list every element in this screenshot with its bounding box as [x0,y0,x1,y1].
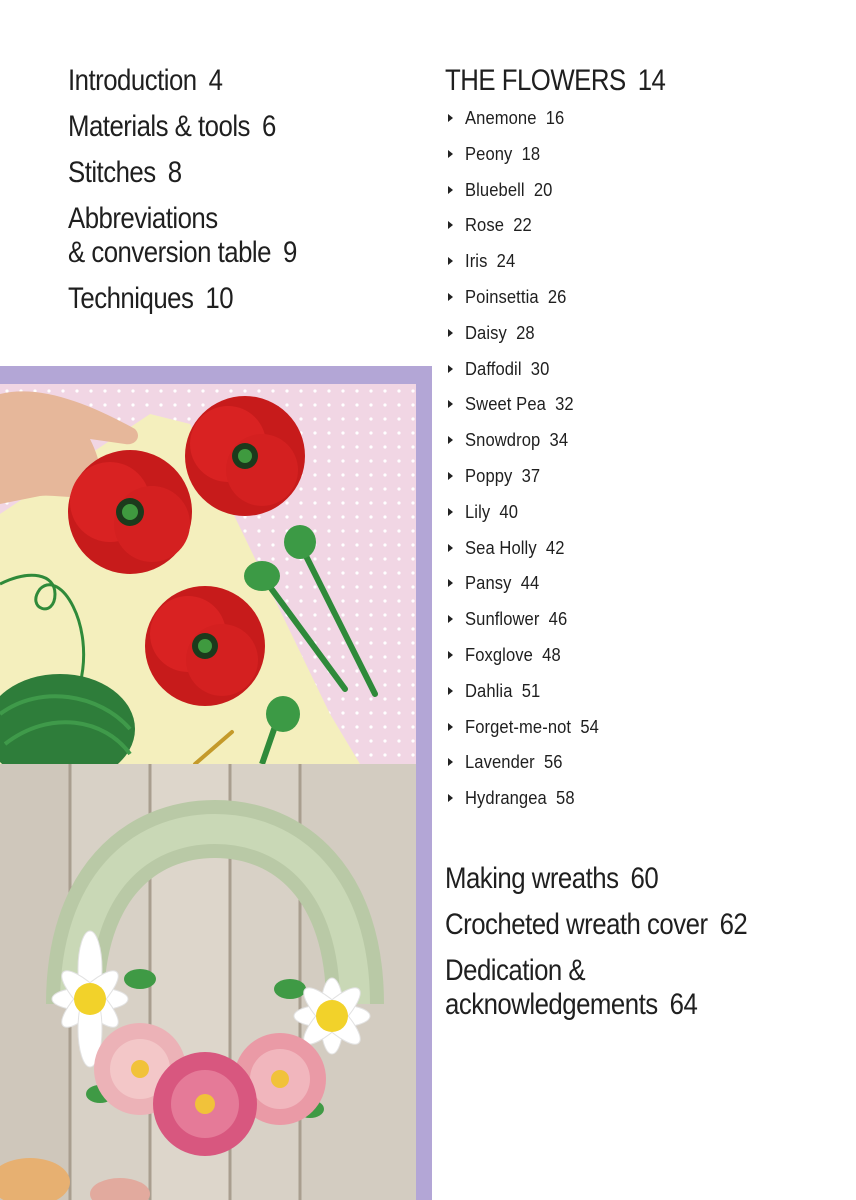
flower-list-item[interactable] [445,788,845,824]
poppy-flower-3 [145,586,265,706]
flower-page-number: 22 [513,215,532,236]
flower-page-number: 26 [547,286,567,307]
flower-name: Pansy [465,573,512,594]
flower-name-with-page [465,108,564,128]
flower-name: Dahlia [465,680,513,701]
flower-name-with-page [465,430,568,450]
flower-name-with-page [465,717,599,737]
section-page-number: 14 [637,64,666,97]
flower-name: Anemone [465,108,537,128]
toc-entry-materials[interactable] [68,110,378,144]
flower-name: Lily [465,501,491,522]
flower-page-number: 37 [521,465,541,486]
flower-list-item[interactable] [445,717,845,753]
flower-name: Rose [465,215,505,236]
flower-name-with-page [465,538,565,558]
flower-list-item[interactable] [445,251,845,287]
flower-name: Sea Holly [465,537,537,558]
flower-name: Peony [465,143,513,164]
toc-title-line2-wrap [445,988,789,1022]
flower-name: Forget-me-not [465,716,572,737]
bullet-triangle-icon [448,544,453,552]
toc-title: Introduction [68,64,197,97]
flower-name: Sunflower [465,609,540,630]
flower-name-with-page [465,323,535,343]
bullet-triangle-icon [448,615,453,623]
flower-name: Lavender [465,752,535,773]
bullet-triangle-icon [448,472,453,480]
flower-pattern-list [445,108,845,824]
bullet-triangle-icon [448,508,453,516]
bullet-triangle-icon [448,794,453,802]
flower-page-number: 18 [521,143,541,164]
flower-page-number: 44 [520,573,540,594]
flower-list-item[interactable] [445,180,845,216]
toc-title-line1: Abbreviations [68,202,218,235]
toc-entry-abbreviations[interactable] [68,202,378,270]
toc-title: Materials & tools [68,110,250,143]
crocheted-flower-wreath-photo [0,764,416,1200]
flower-name: Poinsettia [465,286,539,307]
flower-page-number: 42 [545,537,565,558]
toc-page-number: 4 [208,64,223,97]
flower-name: Daisy [465,322,507,343]
main-contents-list [68,64,428,328]
flower-name-with-page [465,645,561,665]
toc-page-number: 9 [283,236,297,269]
flower-page-number: 16 [545,108,565,128]
flower-name: Bluebell [465,179,525,200]
flower-name: Daffodil [465,358,522,379]
flower-page-number: 48 [542,644,561,665]
flower-name: Hydrangea [465,788,547,809]
closing-contents-list [445,862,845,1034]
bullet-triangle-icon [448,221,453,229]
bullet-triangle-icon [448,150,453,158]
flower-page-number: 58 [556,788,575,809]
wreath-illustration [0,764,416,1200]
flower-name-with-page [465,359,549,379]
toc-title: Techniques [68,282,194,315]
flower-list-item[interactable] [445,359,845,395]
flower-list-item[interactable] [445,394,845,430]
bullet-triangle-icon [448,758,453,766]
toc-page-number: 8 [167,156,182,189]
flower-list-item[interactable] [445,287,845,323]
flower-name-with-page [465,502,518,522]
toc-page-number: 64 [669,988,698,1021]
toc-entry-techniques[interactable] [68,282,378,316]
flower-name-with-page [465,609,567,629]
flower-name-with-page [465,287,566,307]
toc-title-line2-wrap [68,236,378,270]
flower-name-with-page [465,466,540,486]
flower-name-with-page [465,251,515,271]
flower-name-with-page [465,573,539,593]
bullet-triangle-icon [448,400,453,408]
flower-name-with-page [465,752,563,772]
flower-page-number: 20 [533,179,553,200]
toc-entry-dedication[interactable] [445,954,789,1022]
flower-name-with-page [465,180,552,200]
bullet-triangle-icon [448,114,453,122]
bullet-triangle-icon [448,723,453,731]
bullet-triangle-icon [448,651,453,659]
flower-page-number: 28 [516,322,535,343]
toc-title: Making wreaths [445,862,619,895]
flower-list-item[interactable] [445,645,845,681]
toc-entry-introduction[interactable] [68,64,378,98]
toc-page-number: 6 [261,110,276,143]
flower-name: Poppy [465,465,513,486]
toc-entry-stitches[interactable] [68,156,378,190]
flower-list-item[interactable] [445,573,845,609]
bullet-triangle-icon [448,186,453,194]
flower-page-number: 24 [496,251,516,272]
flower-name: Snowdrop [465,430,541,451]
bullet-triangle-icon [448,365,453,373]
toc-title-line2: & conversion table [68,236,271,269]
flower-page-number: 46 [548,609,568,630]
flower-page-number: 51 [521,680,541,701]
toc-page-number: 60 [630,862,659,895]
flower-name-with-page [465,788,575,808]
bullet-triangle-icon [448,436,453,444]
toc-title-line2: acknowledgements [445,988,658,1021]
flowers-section-heading[interactable] [445,64,789,98]
flowers-contents [445,64,845,824]
flower-list-item[interactable] [445,215,845,251]
bullet-triangle-icon [448,257,453,265]
flower-list-item[interactable] [445,430,845,466]
toc-page-number: 10 [205,282,234,315]
flower-page-number: 30 [530,358,550,379]
flower-page-number: 56 [543,752,563,773]
toc-entry-wreath-cover[interactable] [445,908,789,942]
flower-list-item[interactable] [445,466,845,502]
flower-page-number: 34 [549,430,569,451]
flower-list-item[interactable] [445,609,845,645]
flower-list-item[interactable] [445,144,845,180]
crocheted-poppies-photo [0,384,416,764]
poppy-flower-1 [68,450,192,574]
flower-list-item[interactable] [445,502,845,538]
flower-page-number: 40 [499,501,519,522]
section-title: THE FLOWERS [445,64,626,97]
bullet-triangle-icon [448,579,453,587]
toc-page-number: 62 [719,908,748,941]
magenta-flower-center [153,1052,257,1156]
poppies-illustration [0,384,416,764]
flower-page-number: 32 [555,394,574,415]
flower-name: Iris [465,251,488,272]
flower-list-item[interactable] [445,323,845,359]
flower-name-with-page [465,144,540,164]
flower-name-with-page [465,681,540,701]
bullet-triangle-icon [448,329,453,337]
toc-title: Stitches [68,156,156,189]
flower-list-item[interactable] [445,108,845,144]
flower-list-item[interactable] [445,681,845,717]
poppy-flower-2 [185,396,305,516]
flower-name: Foxglove [465,644,533,665]
flower-list-item[interactable] [445,752,845,788]
flower-name-with-page [465,394,574,414]
bullet-triangle-icon [448,687,453,695]
flower-page-number: 54 [580,716,599,737]
flower-name: Sweet Pea [465,394,546,415]
toc-title: Crocheted wreath cover [445,908,708,941]
flower-name-with-page [465,215,532,235]
flower-list-item[interactable] [445,538,845,574]
toc-title-line1: Dedication & [445,954,586,987]
toc-entry-making-wreaths[interactable] [445,862,789,896]
bullet-triangle-icon [448,293,453,301]
